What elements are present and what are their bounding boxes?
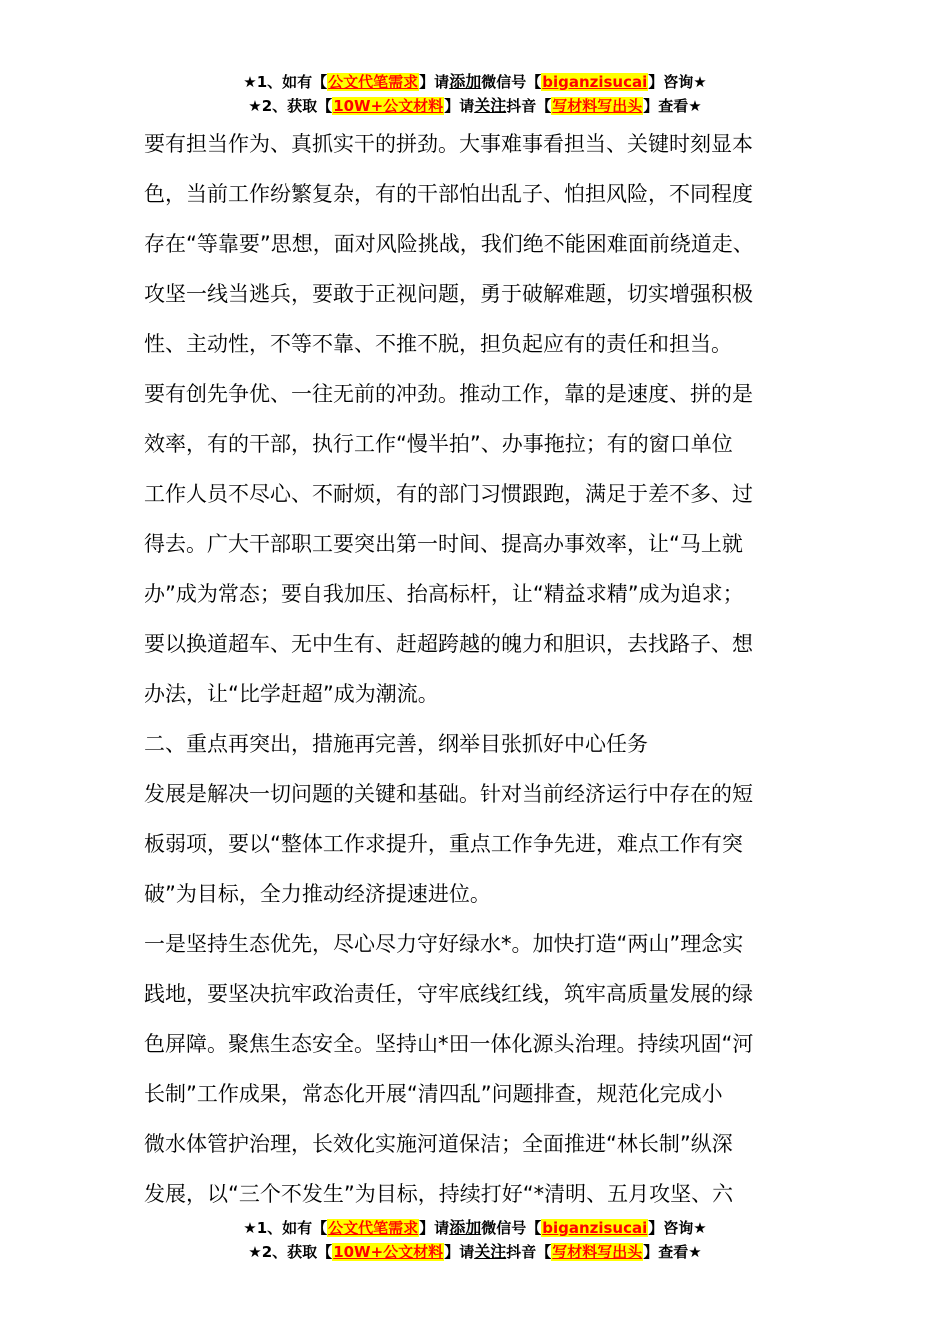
body-line: 攻坚一线当逃兵，要敢于正视问题，勇于破解难题，切实增强积极	[144, 282, 753, 306]
header-line-1	[0, 70, 950, 94]
body-line: 要有创先争优、一往无前的冲劲。推动工作，靠的是速度、拼的是	[144, 382, 753, 406]
body-line: 长制”工作成果，常态化开展“清四乱”问题排查，规范化完成小	[144, 1082, 723, 1106]
body-line: 发展，以“三个不发生”为目标，持续打好“*清明、五月攻坚、六	[144, 1182, 734, 1206]
header-line-2	[0, 94, 950, 118]
footer-line-1-text-2: 微信号【	[481, 1219, 542, 1237]
materials-highlight: 10W+公文材料	[333, 97, 444, 115]
body-line: 微水体管护治理，长效化实施河道保洁；全面推进“林长制”纵深	[144, 1132, 733, 1156]
body-line: 工作人员不尽心、不耐烦，有的部门习惯跟跑，满足于差不多、过	[144, 482, 753, 506]
wechat-id-highlight: biganzisucai	[542, 1219, 648, 1237]
footer-line-1-text: 】请	[419, 1219, 450, 1237]
body-line: 得去。广大干部职工要突出第一时间、提高办事效率，让“马上就	[144, 532, 743, 556]
body-line: 发展是解决一切问题的关键和基础。针对当前经济运行中存在的短	[144, 782, 753, 806]
body-line: 践地，要坚决抗牢政治责任，守牢底线红线，筑牢高质量发展的绿	[144, 982, 753, 1006]
footer-line-2	[0, 1240, 950, 1264]
footer-banner	[0, 1216, 950, 1264]
document-body	[144, 119, 834, 1219]
body-line: 色，当前工作纷繁复杂，有的干部怕出乱子、怕担风险，不同程度	[144, 182, 753, 206]
body-line: 要以换道超车、无中生有、赶超跨越的魄力和胆识，去找路子、想	[144, 632, 753, 656]
body-line: 办”成为常态；要自我加压、抬高标杆，让“精益求精”成为追求；	[144, 582, 744, 606]
body-line: 破”为目标，全力推动经济提速进位。	[144, 882, 491, 906]
header-line-1-text-2: 微信号【	[481, 73, 542, 91]
footer-line-1-prefix: ★1、如有【	[243, 1219, 328, 1237]
header-line-1-prefix: ★1、如有【	[243, 73, 328, 91]
footer-line-2-prefix: ★2、获取【	[248, 1243, 333, 1261]
header-line-2-prefix: ★2、获取【	[248, 97, 333, 115]
materials-highlight: 10W+公文材料	[333, 1243, 444, 1261]
body-line: 办法，让“比学赶超”成为潮流。	[144, 682, 439, 706]
footer-line-2-text-2: 抖音【	[506, 1243, 552, 1261]
body-line: 性、主动性，不等不靠、不推不脱，担负起应有的责任和担当。	[144, 332, 732, 356]
body-line: 色屏障。聚焦生态安全。坚持山*田一体化源头治理。持续巩固“河	[144, 1032, 754, 1056]
body-line: 效率，有的干部，执行工作“慢半拍”、办事拖拉；有的窗口单位	[144, 432, 733, 456]
footer-line-1-suffix: 】咨询★	[648, 1219, 707, 1237]
footer-line-2-text: 】请	[444, 1243, 475, 1261]
header-line-2-text: 】请	[444, 97, 475, 115]
section-heading: 二、重点再突出，措施再完善，纲举目张抓好中心任务	[144, 732, 648, 756]
body-line: 一是坚持生态优先，尽心尽力守好绿水*。加快打造“两山”理念实	[144, 932, 744, 956]
footer-line-2-suffix: 】查看★	[643, 1243, 702, 1261]
body-line: 存在“等靠要”思想，面对风险挑战，我们绝不能困难面前绕道走、	[144, 232, 754, 256]
ghostwriting-highlight: 公文代笔需求	[328, 1219, 419, 1237]
follow-underlined-text: 关注	[474, 1242, 507, 1261]
footer-line-1	[0, 1216, 950, 1240]
add-underlined-text: 添加	[449, 72, 482, 91]
douyin-account-highlight: 写材料写出头	[552, 1243, 643, 1261]
ghostwriting-highlight: 公文代笔需求	[328, 73, 419, 91]
body-line: 要有担当作为、真抓实干的拼劲。大事难事看担当、关键时刻显本	[144, 132, 753, 156]
follow-underlined-text: 关注	[474, 96, 507, 115]
wechat-id-highlight: biganzisucai	[542, 73, 648, 91]
body-line: 板弱项，要以“整体工作求提升，重点工作争先进，难点工作有突	[144, 832, 743, 856]
header-line-1-text: 】请	[419, 73, 450, 91]
add-underlined-text: 添加	[449, 1218, 482, 1237]
header-line-1-suffix: 】咨询★	[648, 73, 707, 91]
header-banner	[0, 70, 950, 118]
douyin-account-highlight: 写材料写出头	[552, 97, 643, 115]
header-line-2-suffix: 】查看★	[643, 97, 702, 115]
header-line-2-text-2: 抖音【	[506, 97, 552, 115]
